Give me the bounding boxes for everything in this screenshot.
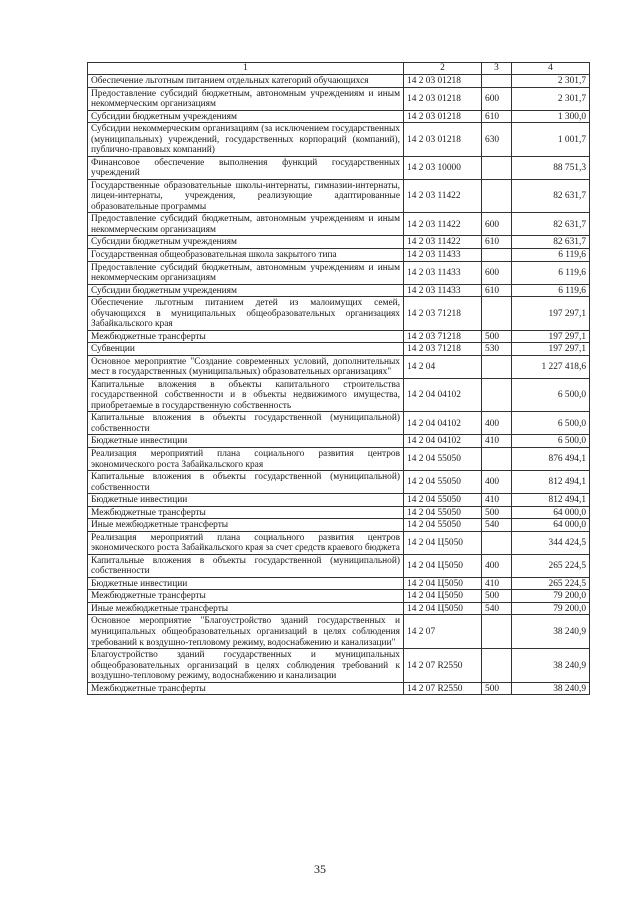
row-name-cell: Межбюджетные трансферты	[88, 330, 404, 343]
row-amount-cell: 197 297,1	[512, 330, 590, 343]
row-amount-cell: 812 494,1	[512, 494, 590, 507]
row-name-cell: Бюджетные инвестиции	[88, 577, 404, 590]
row-code-cell: 14 2 04 Ц5050	[404, 577, 482, 590]
table-row	[88, 355, 590, 378]
row-amount-cell: 1 227 418,6	[512, 355, 590, 378]
table-row	[88, 471, 590, 494]
row-code-cell: 14 2 04 Ц5050	[404, 531, 482, 554]
row-expense-type-cell: 500	[482, 330, 512, 343]
row-code-cell: 14 2 04 04102	[404, 412, 482, 435]
table-row	[88, 123, 590, 157]
row-amount-cell: 79 200,0	[512, 602, 590, 615]
table-row	[88, 110, 590, 123]
table-row	[88, 343, 590, 356]
row-expense-type-cell: 600	[482, 261, 512, 284]
row-amount-cell: 64 000,0	[512, 519, 590, 532]
row-code-cell: 14 2 03 11422	[404, 236, 482, 249]
row-expense-type-cell	[482, 649, 512, 683]
row-name-cell: Иные межбюджетные трансферты	[88, 602, 404, 615]
row-expense-type-cell	[482, 531, 512, 554]
row-expense-type-cell: 610	[482, 236, 512, 249]
row-name-cell: Субсидии бюджетным учреждениям	[88, 284, 404, 297]
table-row	[88, 577, 590, 590]
row-code-cell: 14 2 03 01218	[404, 87, 482, 110]
table-row	[88, 448, 590, 471]
row-code-cell: 14 2 04 55050	[404, 519, 482, 532]
row-expense-type-cell: 410	[482, 577, 512, 590]
row-expense-type-cell: 400	[482, 412, 512, 435]
table-row	[88, 378, 590, 412]
row-amount-cell: 2 301,7	[512, 75, 590, 88]
row-name-cell: Благоустройство зданий государственных и муниципальных общеобразовательных организаций в целях соблюдения требований к воздушно-тепловому режиму, водоснабжению и канализации	[88, 649, 404, 683]
table-row	[88, 494, 590, 507]
row-expense-type-cell	[482, 156, 512, 179]
row-expense-type-cell: 610	[482, 110, 512, 123]
table-row	[88, 649, 590, 683]
row-amount-cell: 265 224,5	[512, 577, 590, 590]
row-code-cell: 14 2 04 Ц5050	[404, 590, 482, 603]
row-expense-type-cell: 630	[482, 123, 512, 157]
row-expense-type-cell	[482, 615, 512, 649]
row-amount-cell: 6 500,0	[512, 378, 590, 412]
row-code-cell: 14 2 03 71218	[404, 297, 482, 331]
table-row	[88, 261, 590, 284]
row-expense-type-cell: 500	[482, 590, 512, 603]
row-expense-type-cell	[482, 355, 512, 378]
row-expense-type-cell	[482, 297, 512, 331]
row-name-cell: Реализация мероприятий плана социального развития центров экономического роста Забайкальского края	[88, 448, 404, 471]
row-code-cell: 14 2 04 Ц5050	[404, 602, 482, 615]
row-expense-type-cell: 400	[482, 554, 512, 577]
row-code-cell: 14 2 04 55050	[404, 471, 482, 494]
column-header-expense-type: 3	[482, 63, 512, 75]
row-expense-type-cell	[482, 378, 512, 412]
column-header-code: 2	[404, 63, 482, 75]
row-name-cell: Капитальные вложения в объекты государственной (муниципальной) собственности	[88, 554, 404, 577]
row-name-cell: Обеспечение льготным питанием отдельных категорий обучающихся	[88, 75, 404, 88]
row-amount-cell: 197 297,1	[512, 343, 590, 356]
row-amount-cell: 6 500,0	[512, 412, 590, 435]
table-row	[88, 519, 590, 532]
table-row	[88, 156, 590, 179]
row-code-cell: 14 2 04 55050	[404, 494, 482, 507]
row-name-cell: Реализация мероприятий плана социального развития центров экономического роста Забайкальского края за счет средств краевого бюджета	[88, 531, 404, 554]
table-row	[88, 590, 590, 603]
table-row	[88, 554, 590, 577]
row-amount-cell: 1 001,7	[512, 123, 590, 157]
row-amount-cell: 82 631,7	[512, 236, 590, 249]
row-code-cell: 14 2 04 Ц5050	[404, 554, 482, 577]
table-row	[88, 179, 590, 213]
row-expense-type-cell	[482, 248, 512, 261]
row-code-cell: 14 2 03 11433	[404, 261, 482, 284]
table-body	[88, 75, 590, 695]
table-row	[88, 75, 590, 88]
table-header-row	[88, 63, 590, 75]
row-amount-cell: 88 751,3	[512, 156, 590, 179]
row-name-cell: Субвенции	[88, 343, 404, 356]
row-name-cell: Предоставление субсидий бюджетным, автономным учреждениям и иным некоммерческим организациям	[88, 261, 404, 284]
row-code-cell: 14 2 03 01218	[404, 110, 482, 123]
row-code-cell: 14 2 04	[404, 355, 482, 378]
row-code-cell: 14 2 03 01218	[404, 123, 482, 157]
row-name-cell: Субсидии некоммерческим организациям (за исключением государственных (муниципальных) учреждений, государственных корпораций (компаний), публично-правовых компаний)	[88, 123, 404, 157]
row-expense-type-cell: 540	[482, 519, 512, 532]
row-name-cell: Субсидии бюджетным учреждениям	[88, 110, 404, 123]
row-amount-cell: 38 240,9	[512, 649, 590, 683]
row-amount-cell: 344 424,5	[512, 531, 590, 554]
row-amount-cell: 38 240,9	[512, 615, 590, 649]
table-row	[88, 330, 590, 343]
row-expense-type-cell	[482, 448, 512, 471]
table-row	[88, 602, 590, 615]
row-name-cell: Межбюджетные трансферты	[88, 682, 404, 695]
row-expense-type-cell: 600	[482, 87, 512, 110]
row-code-cell: 14 2 04 04102	[404, 435, 482, 448]
row-code-cell: 14 2 03 71218	[404, 330, 482, 343]
row-expense-type-cell	[482, 179, 512, 213]
row-amount-cell: 197 297,1	[512, 297, 590, 331]
row-name-cell: Бюджетные инвестиции	[88, 435, 404, 448]
row-amount-cell: 6 119,6	[512, 248, 590, 261]
table-row	[88, 87, 590, 110]
table-row	[88, 435, 590, 448]
row-amount-cell: 2 301,7	[512, 87, 590, 110]
row-name-cell: Основное мероприятие "Благоустройство зданий государственных и муниципальных общеобразовательных организаций в целях соблюдения требований к воздушно-тепловому режиму, водоснабжению и канализации"	[88, 615, 404, 649]
row-name-cell: Государственные образовательные школы-интернаты, гимназии-интернаты, лицеи-интернаты, учреждения, реализующие адаптированные образовательные программы	[88, 179, 404, 213]
row-expense-type-cell: 500	[482, 682, 512, 695]
row-expense-type-cell: 610	[482, 284, 512, 297]
row-amount-cell: 6 119,6	[512, 261, 590, 284]
row-code-cell: 14 2 03 11422	[404, 213, 482, 236]
row-amount-cell: 79 200,0	[512, 590, 590, 603]
row-name-cell: Государственная общеобразовательная школа закрытого типа	[88, 248, 404, 261]
row-name-cell: Капитальные вложения в объекты государственной (муниципальной) собственности	[88, 471, 404, 494]
row-amount-cell: 265 224,5	[512, 554, 590, 577]
row-code-cell: 14 2 04 55050	[404, 448, 482, 471]
row-expense-type-cell: 600	[482, 213, 512, 236]
table-row	[88, 297, 590, 331]
row-code-cell: 14 2 03 10000	[404, 156, 482, 179]
row-code-cell: 14 2 07	[404, 615, 482, 649]
page-number: 35	[314, 862, 326, 876]
row-name-cell: Субсидии бюджетным учреждениям	[88, 236, 404, 249]
table-row	[88, 236, 590, 249]
table-row	[88, 682, 590, 695]
column-header-name: 1	[88, 63, 404, 75]
row-name-cell: Обеспечение льготным питанием детей из малоимущих семей, обучающихся в муниципальных общеобразовательных организациях Забайкальского края	[88, 297, 404, 331]
row-name-cell: Капитальные вложения в объекты государственной (муниципальной) собственности	[88, 412, 404, 435]
row-amount-cell: 6 500,0	[512, 435, 590, 448]
row-amount-cell: 82 631,7	[512, 213, 590, 236]
row-code-cell: 14 2 07 R2550	[404, 682, 482, 695]
row-code-cell: 14 2 03 71218	[404, 343, 482, 356]
row-amount-cell: 82 631,7	[512, 179, 590, 213]
row-code-cell: 14 2 07 R2550	[404, 649, 482, 683]
row-expense-type-cell: 530	[482, 343, 512, 356]
row-expense-type-cell	[482, 75, 512, 88]
row-name-cell: Межбюджетные трансферты	[88, 590, 404, 603]
table-row	[88, 615, 590, 649]
table-row	[88, 412, 590, 435]
row-amount-cell: 64 000,0	[512, 506, 590, 519]
row-expense-type-cell: 410	[482, 494, 512, 507]
row-amount-cell: 1 300,0	[512, 110, 590, 123]
table-row	[88, 213, 590, 236]
row-name-cell: Бюджетные инвестиции	[88, 494, 404, 507]
row-expense-type-cell: 540	[482, 602, 512, 615]
row-code-cell: 14 2 03 11433	[404, 284, 482, 297]
row-amount-cell: 6 119,6	[512, 284, 590, 297]
row-name-cell: Основное мероприятие "Создание современных условий, дополнительных мест в государственных (муниципальных) образовательных организациях"	[88, 355, 404, 378]
row-name-cell: Предоставление субсидий бюджетным, автономным учреждениям и иным некоммерческим организациям	[88, 87, 404, 110]
row-name-cell: Иные межбюджетные трансферты	[88, 519, 404, 532]
row-expense-type-cell: 500	[482, 506, 512, 519]
budget-table	[87, 62, 590, 695]
row-name-cell: Финансовое обеспечение выполнения функций государственных учреждений	[88, 156, 404, 179]
row-name-cell: Капитальные вложения в объекты капитального строительства государственной собственности и в объекты недвижимого имущества, приобретаемые в государственную собственность	[88, 378, 404, 412]
row-expense-type-cell: 400	[482, 471, 512, 494]
table-row	[88, 506, 590, 519]
row-name-cell: Предоставление субсидий бюджетным, автономным учреждениям и иным некоммерческим организациям	[88, 213, 404, 236]
row-expense-type-cell: 410	[482, 435, 512, 448]
row-amount-cell: 876 494,1	[512, 448, 590, 471]
table-row	[88, 284, 590, 297]
row-code-cell: 14 2 04 04102	[404, 378, 482, 412]
row-amount-cell: 812 494,1	[512, 471, 590, 494]
row-code-cell: 14 2 03 11433	[404, 248, 482, 261]
column-header-amount: 4	[512, 63, 590, 75]
row-name-cell: Межбюджетные трансферты	[88, 506, 404, 519]
row-code-cell: 14 2 04 55050	[404, 506, 482, 519]
row-code-cell: 14 2 03 11422	[404, 179, 482, 213]
row-code-cell: 14 2 03 01218	[404, 75, 482, 88]
table-row	[88, 248, 590, 261]
row-amount-cell: 38 240,9	[512, 682, 590, 695]
table-row	[88, 531, 590, 554]
